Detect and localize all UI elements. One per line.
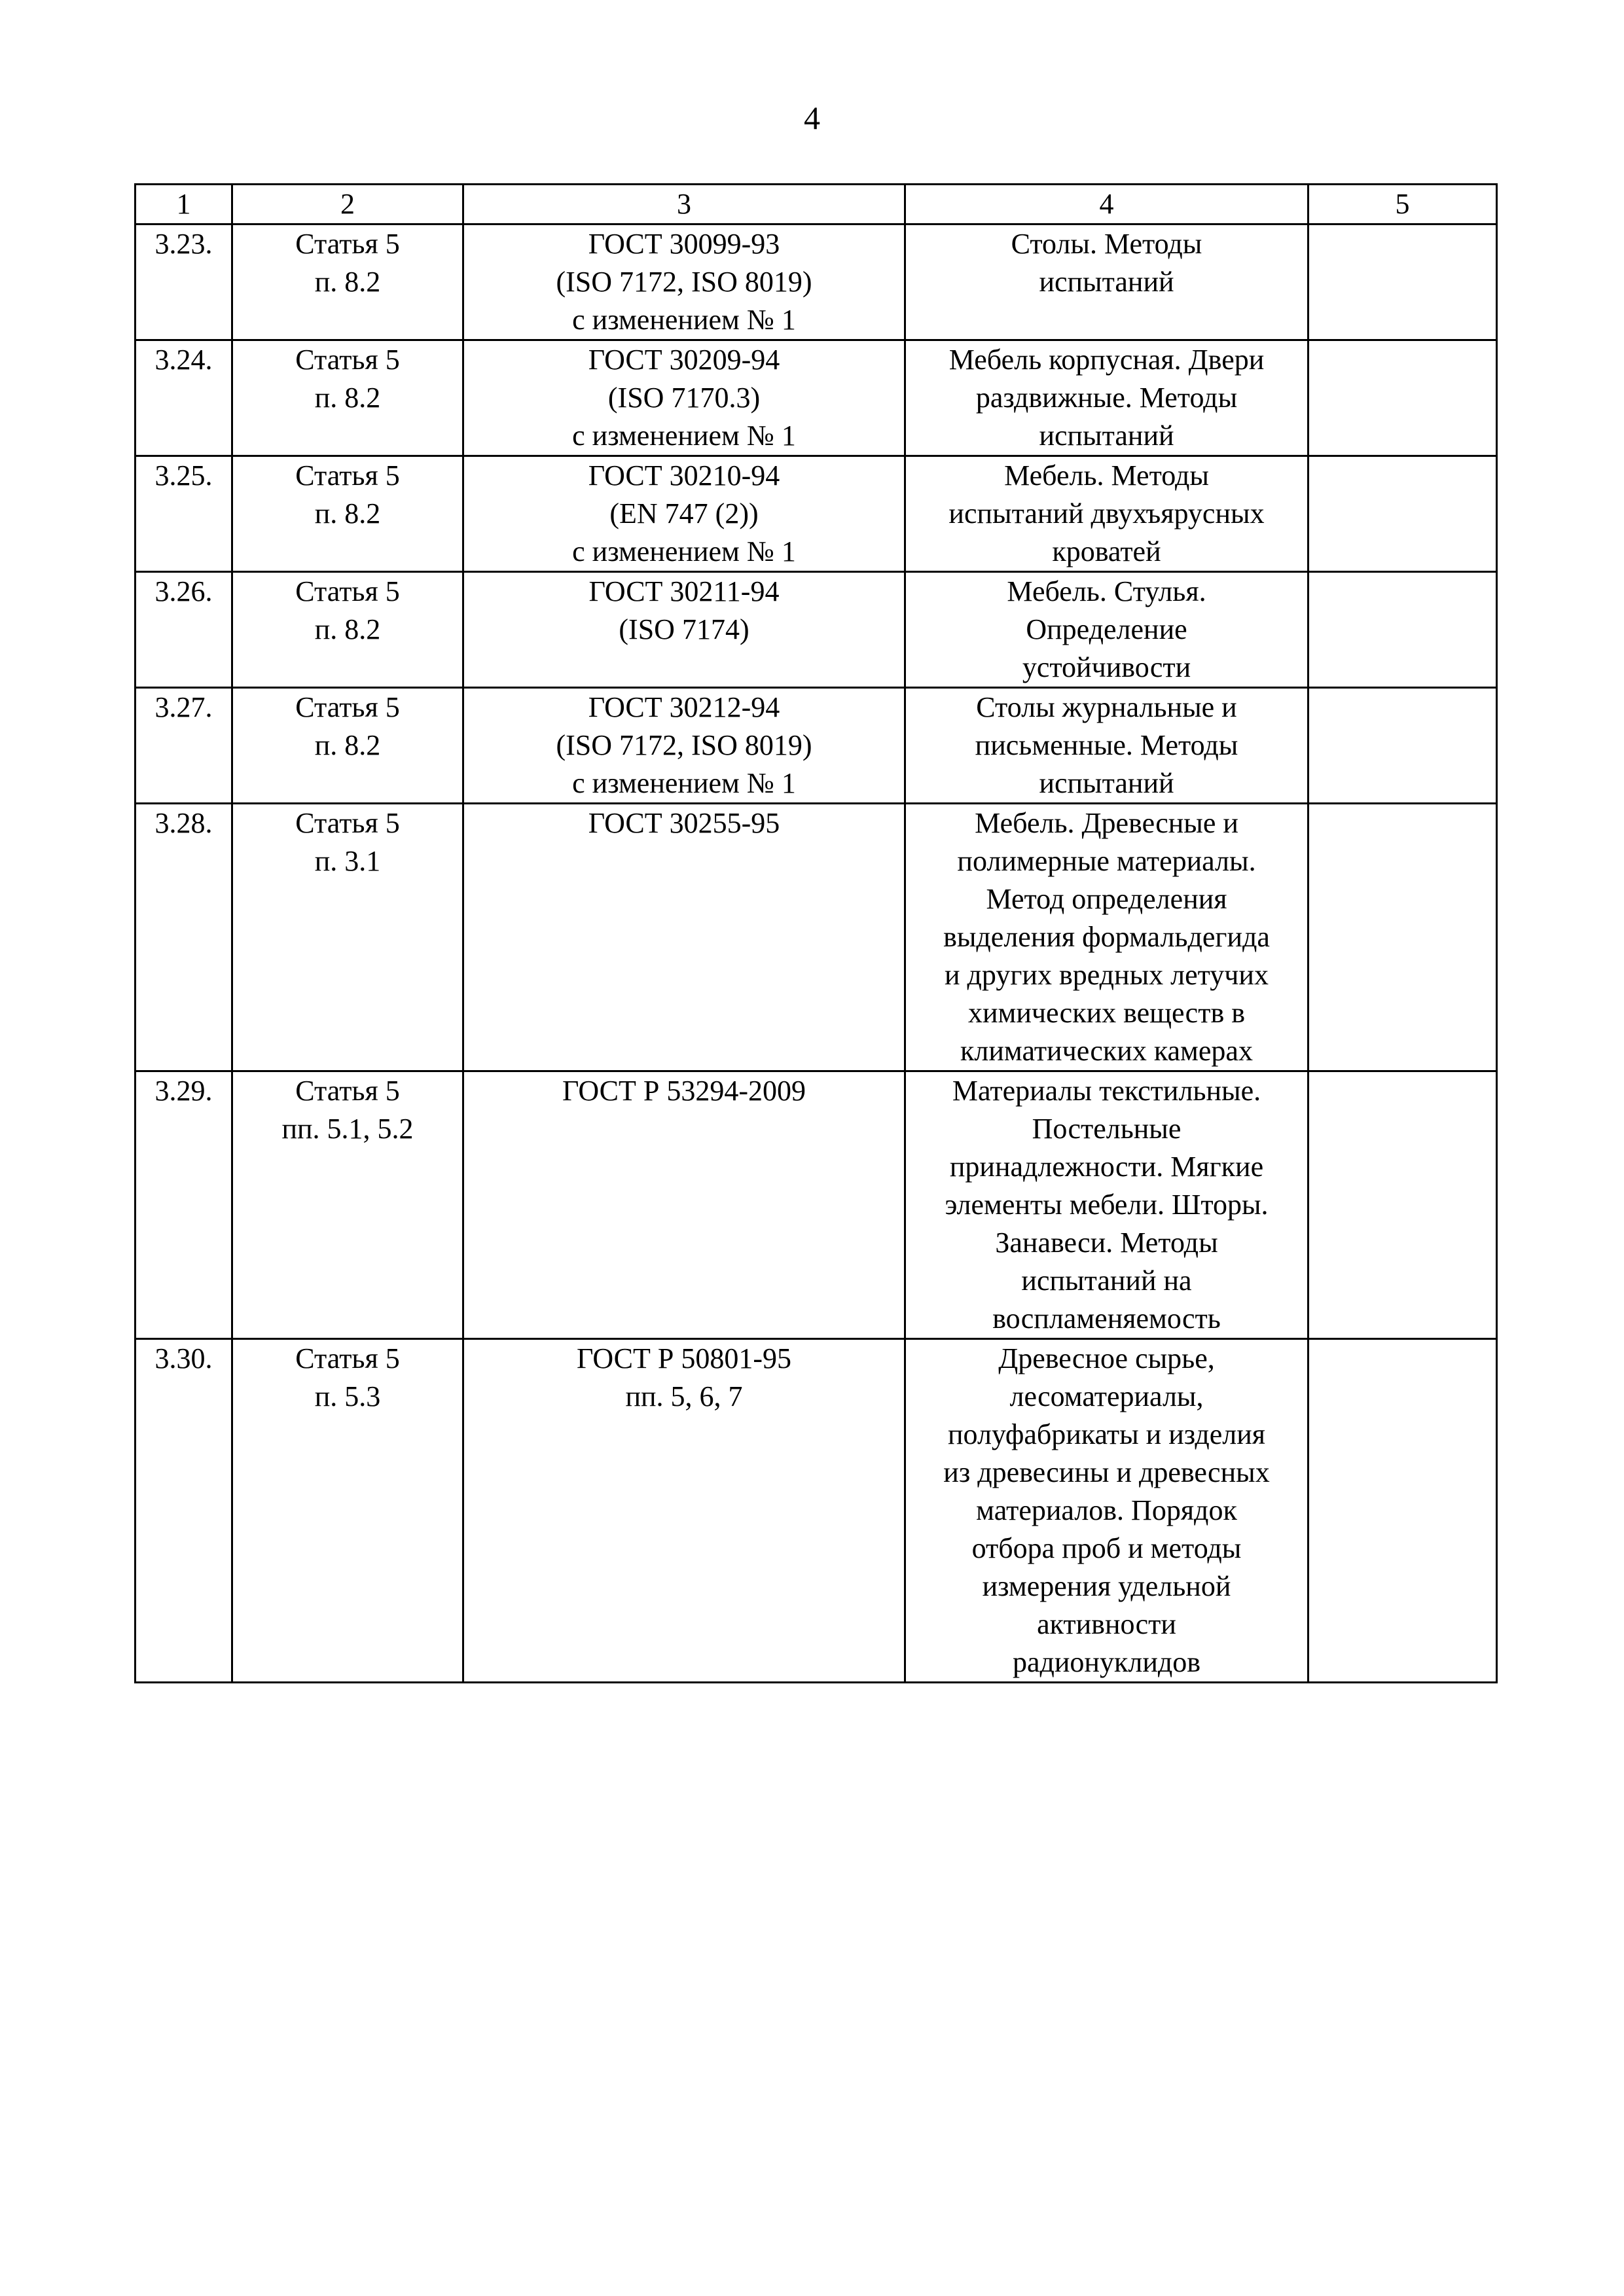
note-cell (1308, 572, 1497, 688)
standard-cell (463, 572, 905, 688)
row-number-cell: 3.25. (135, 456, 232, 572)
standard-cell (463, 340, 905, 456)
title-line: Метод определения (986, 883, 1227, 915)
standard-line: с изменением № 1 (572, 535, 796, 567)
title-cell (905, 1071, 1308, 1339)
article-cell (232, 572, 463, 688)
article-cell (232, 804, 463, 1071)
title-line: лесоматериалы, (1009, 1380, 1204, 1412)
table-row (135, 804, 1497, 1071)
standard-line: (ISO 7172, ISO 8019) (556, 266, 812, 298)
title-line: элементы мебели. Шторы. (945, 1189, 1269, 1221)
standard-cell (463, 224, 905, 340)
standard-line: ГОСТ 30211-94 (588, 575, 780, 607)
standards-table (134, 183, 1498, 1683)
standard-cell (463, 1339, 905, 1683)
title-line: и других вредных летучих (945, 959, 1269, 991)
standard-cell (463, 688, 905, 804)
title-cell (905, 1339, 1308, 1683)
article-line: Статья 5 (295, 691, 400, 723)
note-cell (1308, 224, 1497, 340)
title-line: раздвижные. Методы (975, 382, 1238, 414)
table-row (135, 1071, 1497, 1339)
column-header-5: 5 (1308, 185, 1497, 224)
article-line: п. 8.2 (314, 382, 381, 414)
standard-line: ГОСТ Р 50801-95 (576, 1342, 791, 1374)
title-line: Постельные (1032, 1113, 1182, 1145)
article-line: Статья 5 (295, 228, 400, 260)
title-cell (905, 456, 1308, 572)
article-line: п. 8.2 (314, 497, 381, 529)
table-row (135, 224, 1497, 340)
table-header-row (135, 185, 1497, 224)
title-cell (905, 572, 1308, 688)
title-cell (905, 804, 1308, 1071)
title-line: Мебель корпусная. Двери (948, 344, 1265, 376)
column-header-2: 2 (232, 185, 463, 224)
row-number-cell: 3.30. (135, 1339, 232, 1683)
column-header-1: 1 (135, 185, 232, 224)
title-line: активности (1037, 1608, 1176, 1640)
standard-cell (463, 1071, 905, 1339)
title-line: испытаний (1039, 266, 1174, 298)
note-cell (1308, 688, 1497, 804)
standard-line: (EN 747 (2)) (609, 497, 759, 529)
article-line: Статья 5 (295, 459, 400, 492)
title-line: из древесины и древесных (943, 1456, 1270, 1488)
standard-line: ГОСТ Р 53294-2009 (562, 1075, 806, 1107)
standard-line: ГОСТ 30210-94 (588, 459, 780, 492)
title-line: Древесное сырье, (998, 1342, 1215, 1374)
title-line: воспламеняемость (992, 1302, 1221, 1335)
standard-line: с изменением № 1 (572, 420, 796, 452)
title-line: выделения формальдегида (943, 921, 1270, 953)
article-line: п. 8.2 (314, 729, 381, 761)
title-line: химических веществ в (967, 997, 1245, 1029)
column-header-4: 4 (905, 185, 1308, 224)
table-row (135, 456, 1497, 572)
title-line: Мебель. Методы (1004, 459, 1209, 492)
article-line: п. 8.2 (314, 613, 381, 645)
article-line: пп. 5.1, 5.2 (281, 1113, 414, 1145)
article-cell (232, 456, 463, 572)
row-number-cell: 3.26. (135, 572, 232, 688)
table-row (135, 1339, 1497, 1683)
standard-cell (463, 456, 905, 572)
article-line: Статья 5 (295, 1075, 400, 1107)
table-row (135, 572, 1497, 688)
article-line: Статья 5 (295, 1342, 400, 1374)
title-line: климатических камерах (960, 1035, 1253, 1067)
note-cell (1308, 804, 1497, 1071)
title-line: Мебель. Древесные и (975, 807, 1238, 839)
title-cell (905, 224, 1308, 340)
title-line: Столы. Методы (1011, 228, 1202, 260)
title-line: кроватей (1052, 535, 1161, 567)
standard-line: с изменением № 1 (572, 304, 796, 336)
title-line: полуфабрикаты и изделия (947, 1418, 1266, 1450)
title-line: радионуклидов (1012, 1646, 1201, 1678)
row-number-cell: 3.28. (135, 804, 232, 1071)
standard-line: ГОСТ 30212-94 (588, 691, 780, 723)
article-line: п. 5.3 (314, 1380, 381, 1412)
title-line: испытаний двухъярусных (948, 497, 1265, 529)
column-header-3: 3 (463, 185, 905, 224)
standard-line: ГОСТ 30255-95 (588, 807, 780, 839)
article-cell (232, 1339, 463, 1683)
row-number-cell: 3.29. (135, 1071, 232, 1339)
title-line: измерения удельной (982, 1570, 1231, 1602)
title-line: испытаний на (1021, 1265, 1192, 1297)
title-line: отбора проб и методы (971, 1532, 1242, 1564)
table-row (135, 340, 1497, 456)
title-line: устойчивости (1022, 651, 1191, 683)
article-line: Статья 5 (295, 344, 400, 376)
page-number: 4 (804, 99, 820, 136)
article-cell (232, 1071, 463, 1339)
title-cell (905, 688, 1308, 804)
standard-line: ГОСТ 30099-93 (588, 228, 780, 260)
title-line: материалов. Порядок (976, 1494, 1237, 1526)
title-line: Занавеси. Методы (995, 1227, 1218, 1259)
note-cell (1308, 456, 1497, 572)
article-cell (232, 688, 463, 804)
title-line: испытаний (1039, 767, 1174, 799)
table-row (135, 688, 1497, 804)
title-line: Материалы текстильные. (952, 1075, 1261, 1107)
title-line: принадлежности. Мягкие (949, 1151, 1264, 1183)
note-cell (1308, 340, 1497, 456)
article-cell (232, 340, 463, 456)
article-line: п. 3.1 (314, 845, 381, 877)
article-line: Статья 5 (295, 575, 400, 607)
title-line: письменные. Методы (975, 729, 1238, 761)
standard-line: с изменением № 1 (572, 767, 796, 799)
note-cell (1308, 1071, 1497, 1339)
title-cell (905, 340, 1308, 456)
title-line: Определение (1026, 613, 1187, 645)
standard-line: пп. 5, 6, 7 (625, 1380, 743, 1412)
article-cell (232, 224, 463, 340)
standard-cell (463, 804, 905, 1071)
standard-line: (ISO 7172, ISO 8019) (556, 729, 812, 761)
article-line: п. 8.2 (314, 266, 381, 298)
row-number-cell: 3.23. (135, 224, 232, 340)
standard-line: (ISO 7174) (619, 613, 749, 645)
note-cell (1308, 1339, 1497, 1683)
standard-line: ГОСТ 30209-94 (588, 344, 780, 376)
article-line: Статья 5 (295, 807, 400, 839)
standard-line: (ISO 7170.3) (607, 382, 761, 414)
title-line: Мебель. Стулья. (1007, 575, 1206, 607)
title-line: Столы журнальные и (976, 691, 1237, 723)
title-line: испытаний (1039, 420, 1174, 452)
row-number-cell: 3.27. (135, 688, 232, 804)
row-number-cell: 3.24. (135, 340, 232, 456)
title-line: полимерные материалы. (957, 845, 1256, 877)
